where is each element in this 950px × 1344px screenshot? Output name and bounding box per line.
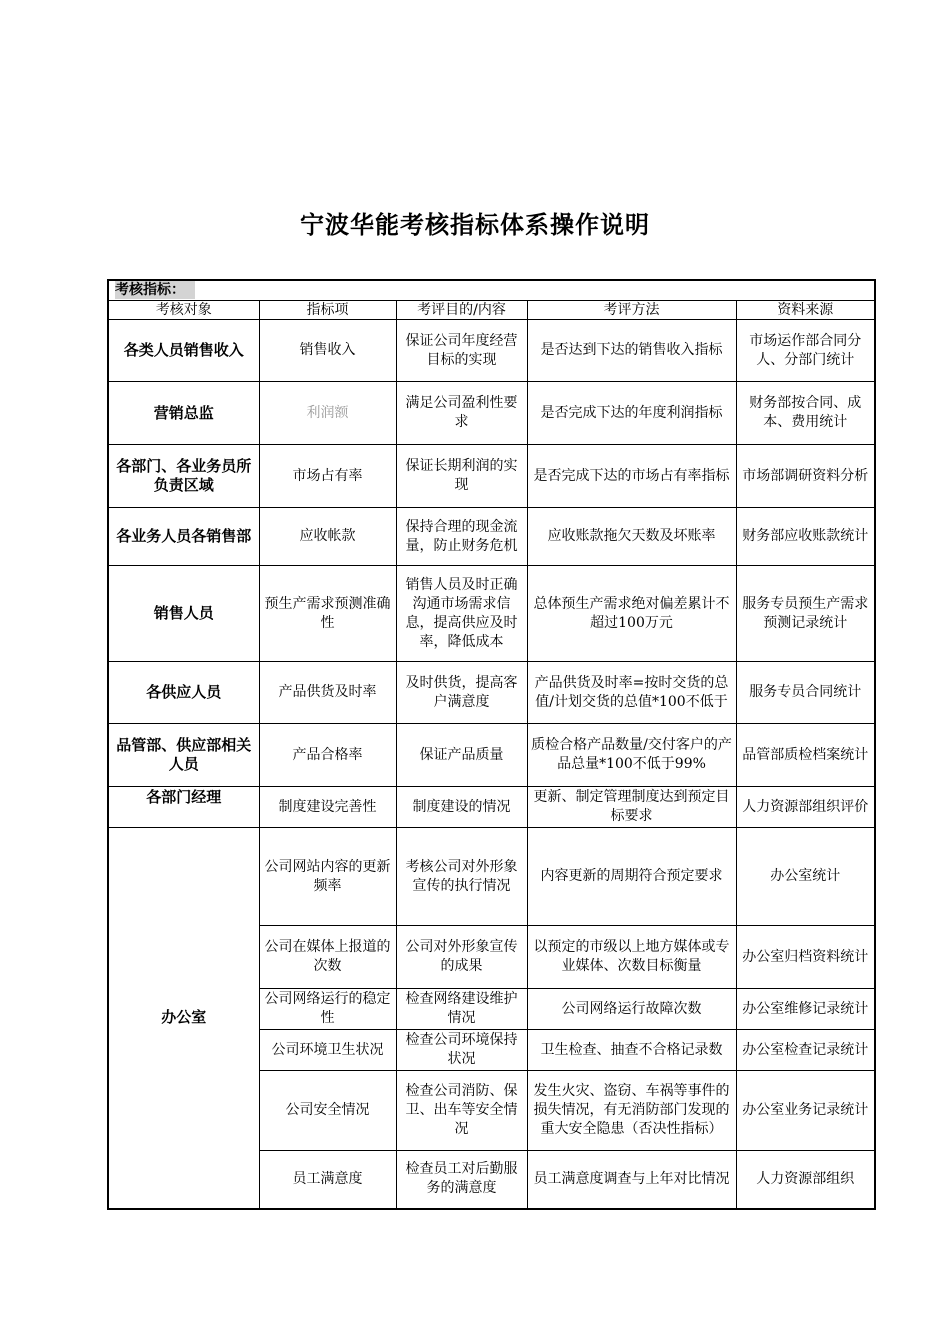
object-cell: 营销总监 [108, 382, 259, 445]
table-row [108, 828, 875, 926]
purpose-cell: 保证产品质量 [396, 724, 527, 787]
table-row [108, 382, 875, 445]
purpose-cell: 保持合理的现金流量，防止财务危机 [396, 508, 527, 566]
header-cell: 考评目的/内容 [396, 301, 527, 320]
object-cell: 各部门、各业务员所负责区域 [108, 445, 259, 508]
source-cell: 财务部应收账款统计 [736, 508, 875, 566]
purpose-cell: 制度建设的情况 [396, 787, 527, 828]
method-cell: 是否完成下达的年度利润指标 [527, 382, 736, 445]
source-cell: 办公室归档资料统计 [736, 926, 875, 989]
object-cell: 销售人员 [108, 566, 259, 662]
source-cell: 品管部质检档案统计 [736, 724, 875, 787]
source-cell: 市场部调研资料分析 [736, 445, 875, 508]
method-cell: 公司网络运行故障次数 [527, 989, 736, 1030]
header-row [108, 301, 875, 320]
source-cell: 办公室维修记录统计 [736, 989, 875, 1030]
item-cell: 公司在媒体上报道的次数 [259, 926, 396, 989]
purpose-cell: 及时供货，提高客户满意度 [396, 662, 527, 724]
section-label: 考核指标： [115, 281, 195, 299]
purpose-cell: 检查公司环境保持状况 [396, 1030, 527, 1071]
item-cell: 公司网站内容的更新频率 [259, 828, 396, 926]
method-cell: 内容更新的周期符合预定要求 [527, 828, 736, 926]
header-cell: 资料来源 [736, 301, 875, 320]
kpi-table [107, 279, 876, 1210]
purpose-cell: 检查网络建设维护情况 [396, 989, 527, 1030]
method-cell: 是否达到下达的销售收入指标 [527, 320, 736, 382]
purpose-cell: 保证公司年度经营目标的实现 [396, 320, 527, 382]
table-row [108, 508, 875, 566]
method-cell: 发生火灾、盗窃、车祸等事件的损失情况，有无消防部门发现的重大安全隐患（否决性指标） [527, 1071, 736, 1151]
table-row [108, 787, 875, 828]
section-label-row [108, 280, 875, 301]
item-cell: 公司网络运行的稳定性 [259, 989, 396, 1030]
header-cell: 考评方法 [527, 301, 736, 320]
purpose-cell: 检查员工对后勤服务的满意度 [396, 1151, 527, 1209]
source-cell: 人力资源部组织 [736, 1151, 875, 1209]
object-cell: 品管部、供应部相关人员 [108, 724, 259, 787]
method-cell: 以预定的市级以上地方媒体或专业媒体、次数目标衡量 [527, 926, 736, 989]
source-cell: 办公室检查记录统计 [736, 1030, 875, 1071]
item-cell: 公司安全情况 [259, 1071, 396, 1151]
table-row [108, 445, 875, 508]
source-cell: 财务部按合同、成本、费用统计 [736, 382, 875, 445]
table-row [108, 724, 875, 787]
item-cell: 利润额 [259, 382, 396, 445]
table-row [108, 320, 875, 382]
purpose-cell: 保证长期利润的实现 [396, 445, 527, 508]
source-cell: 人力资源部组织评价 [736, 787, 875, 828]
table-row [108, 662, 875, 724]
item-cell: 员工满意度 [259, 1151, 396, 1209]
source-cell: 服务专员预生产需求预测记录统计 [736, 566, 875, 662]
method-cell: 是否完成下达的市场占有率指标 [527, 445, 736, 508]
purpose-cell: 考核公司对外形象宣传的执行情况 [396, 828, 527, 926]
item-cell: 产品供货及时率 [259, 662, 396, 724]
purpose-cell: 满足公司盈利性要求 [396, 382, 527, 445]
item-cell: 市场占有率 [259, 445, 396, 508]
method-cell: 卫生检查、抽查不合格记录数 [527, 1030, 736, 1071]
source-cell: 办公室业务记录统计 [736, 1071, 875, 1151]
source-cell: 市场运作部合同分人、分部门统计 [736, 320, 875, 382]
method-cell: 产品供货及时率=按时交货的总值/计划交货的总值*100不低于 [527, 662, 736, 724]
item-cell: 制度建设完善性 [259, 787, 396, 828]
purpose-cell: 销售人员及时正确沟通市场需求信息，提高供应及时率，降低成本 [396, 566, 527, 662]
item-cell: 预生产需求预测准确性 [259, 566, 396, 662]
method-cell: 质检合格产品数量/交付客户的产品总量*100不低于99% [527, 724, 736, 787]
table-row [108, 566, 875, 662]
method-cell: 应收账款拖欠天数及坏账率 [527, 508, 736, 566]
item-cell: 产品合格率 [259, 724, 396, 787]
method-cell: 更新、制定管理制度达到预定目标要求 [527, 787, 736, 828]
item-cell: 应收帐款 [259, 508, 396, 566]
object-cell: 各部门经理 [108, 787, 259, 828]
object-cell: 各类人员销售收入 [108, 320, 259, 382]
object-cell: 各业务人员各销售部 [108, 508, 259, 566]
header-cell: 指标项 [259, 301, 396, 320]
method-cell: 总体预生产需求绝对偏差累计不超过100万元 [527, 566, 736, 662]
purpose-cell: 公司对外形象宣传的成果 [396, 926, 527, 989]
source-cell: 服务专员合同统计 [736, 662, 875, 724]
item-cell: 公司环境卫生状况 [259, 1030, 396, 1071]
method-cell: 员工满意度调查与上年对比情况 [527, 1151, 736, 1209]
document-title: 宁波华能考核指标体系操作说明 [300, 211, 650, 239]
purpose-cell: 检查公司消防、保卫、出车等安全情况 [396, 1071, 527, 1151]
object-cell: 各供应人员 [108, 662, 259, 724]
object-cell: 办公室 [108, 828, 259, 1209]
header-cell: 考核对象 [108, 301, 259, 320]
source-cell: 办公室统计 [736, 828, 875, 926]
item-cell: 销售收入 [259, 320, 396, 382]
